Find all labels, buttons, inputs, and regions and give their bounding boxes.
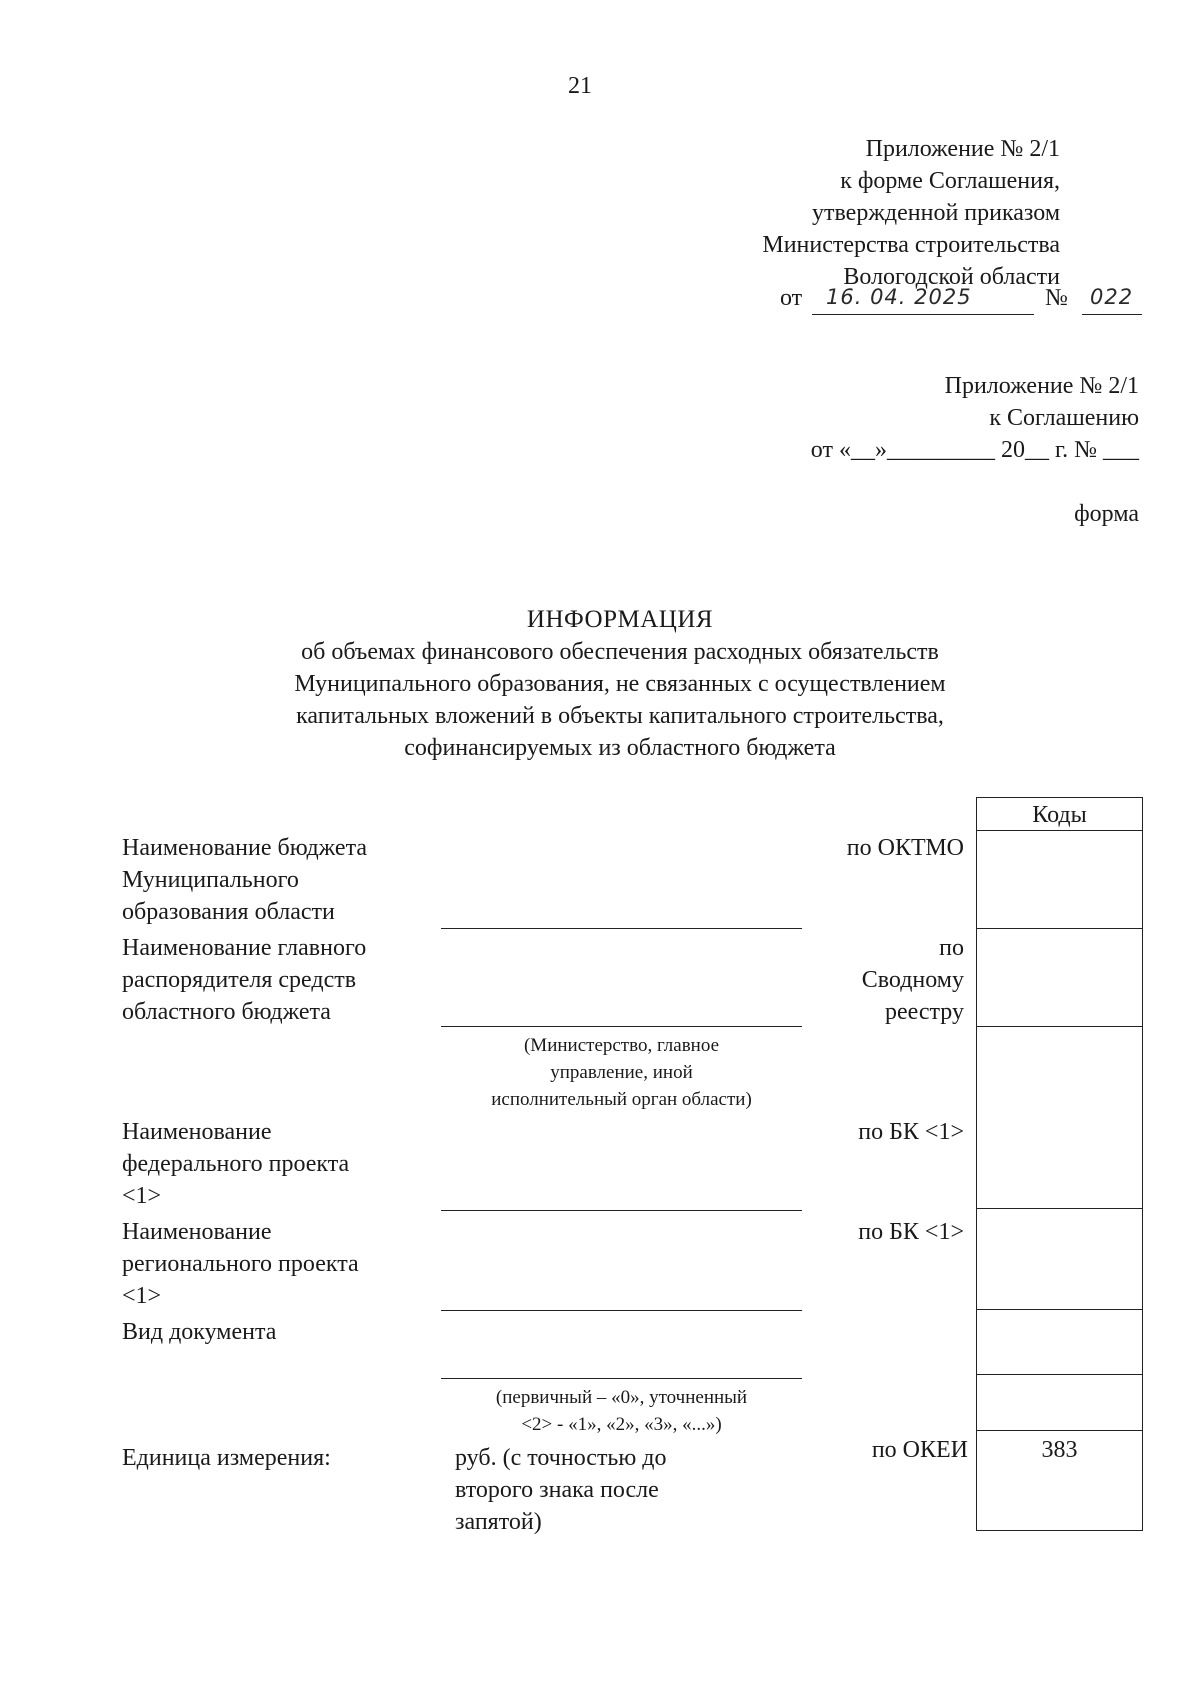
chief-manager-label	[122, 932, 366, 1028]
chief-manager-label-l2: распорядителя средств	[122, 967, 357, 993]
codes-header: Коды	[1032, 802, 1087, 828]
okei-code-value: 383	[1041, 1437, 1078, 1463]
federal-project-label-l3: <1>	[122, 1183, 162, 1209]
document-type-hint-l2: <2> - «1», «2», «3», «...»)	[521, 1414, 722, 1435]
title-line-2: Муниципального образования, не связанных с осуществлением	[294, 671, 946, 697]
approval-number-field	[1082, 283, 1142, 315]
approval-date-prefix: от	[780, 285, 803, 311]
federal-project-label-l1: Наименование	[122, 1119, 272, 1145]
approval-line-4: Министерства строительства	[762, 232, 1060, 258]
regional-project-field[interactable]	[441, 1310, 802, 1311]
approval-header	[560, 133, 1060, 293]
approval-line-2: к форме Соглашения,	[840, 168, 1060, 194]
form-label: форма	[1074, 501, 1139, 527]
federal-bk-label: по БК <1>	[858, 1119, 964, 1145]
unit-value-l3: запятой)	[455, 1509, 542, 1535]
unit-value	[455, 1442, 667, 1538]
regional-project-label	[122, 1216, 359, 1312]
federal-project-field[interactable]	[441, 1210, 802, 1211]
federal-project-label-l2: федерального проекта	[122, 1151, 350, 1177]
regional-bk-label: по БК <1>	[858, 1219, 964, 1245]
register-label-l2: Сводному	[861, 967, 964, 993]
title-line-3: капитальных вложений в объекты капитального строительства,	[296, 703, 944, 729]
budget-name-label	[122, 832, 367, 928]
page-number: 21	[568, 73, 592, 99]
chief-manager-label-l3: областного бюджета	[122, 999, 331, 1025]
approval-line-5: Вологодской области	[843, 264, 1060, 290]
consolidated-register-label	[862, 932, 964, 1028]
regional-project-label-l1: Наименование	[122, 1219, 272, 1245]
document-type-hint	[441, 1384, 802, 1438]
chief-manager-hint-l2: управление, иной	[550, 1062, 693, 1083]
document-type-field[interactable]	[441, 1378, 802, 1379]
agreement-line-3: от «__»_________ 20__ г. № ___	[810, 437, 1139, 463]
register-label-l1: по	[939, 935, 964, 961]
agreement-header	[639, 370, 1139, 466]
okei-label: по ОКЕИ	[871, 1437, 968, 1463]
register-label-l3: реестру	[884, 999, 964, 1025]
budget-name-label-l1: Наименование бюджета	[122, 835, 368, 861]
budget-name-label-l3: образования области	[122, 899, 335, 925]
title-main: ИНФОРМАЦИЯ	[526, 606, 714, 633]
regional-project-label-l2: регионального проекта	[122, 1251, 359, 1277]
title-line-4: софинансируемых из областного бюджета	[404, 735, 836, 761]
chief-manager-hint	[441, 1032, 802, 1113]
chief-manager-field[interactable]	[441, 1026, 802, 1027]
approval-line-3: утвержденной приказом	[811, 200, 1060, 226]
approval-number-prefix: №	[1045, 285, 1068, 311]
oktmo-label: по ОКТМО	[846, 835, 964, 861]
chief-manager-hint-l1: (Министерство, главное	[523, 1035, 720, 1056]
document-title	[100, 604, 1140, 764]
regional-project-label-l3: <1>	[122, 1283, 162, 1309]
federal-project-label	[122, 1116, 349, 1212]
document-type-hint-l1: (первичный – «0», уточненный	[495, 1387, 748, 1408]
unit-value-l2: второго знака после	[455, 1477, 659, 1503]
budget-name-label-l2: Муниципального	[122, 867, 299, 893]
unit-label: Единица измерения:	[122, 1445, 331, 1471]
approval-number-value: 022	[1090, 285, 1134, 309]
chief-manager-hint-l3: исполнительный орган области)	[491, 1089, 752, 1110]
approval-line-1: Приложение № 2/1	[865, 136, 1060, 162]
agreement-line-1: Приложение № 2/1	[944, 373, 1139, 399]
chief-manager-label-l1: Наименование главного	[122, 935, 367, 961]
title-line-1: об объемах финансового обеспечения расходных обязательств	[301, 639, 939, 665]
document-type-label: Вид документа	[122, 1319, 277, 1345]
agreement-line-2: к Соглашению	[989, 405, 1139, 431]
approval-date-value: 16. 04. 2025	[826, 285, 972, 309]
budget-name-field[interactable]	[441, 928, 802, 929]
approval-date-field	[812, 283, 1034, 315]
unit-value-l1: руб. (с точностью до	[455, 1445, 667, 1471]
